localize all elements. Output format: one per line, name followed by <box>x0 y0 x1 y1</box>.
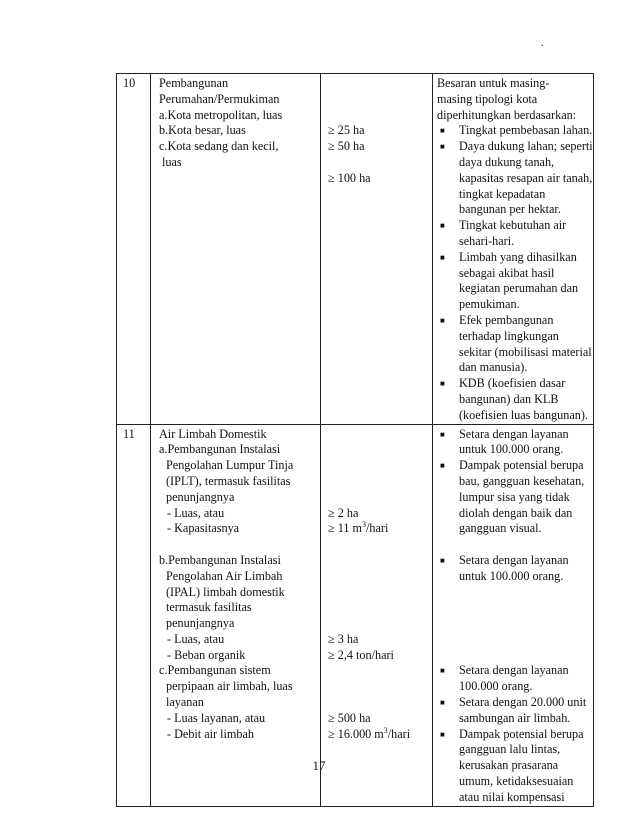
bullet-line: ■ Daya dukung lahan; seperti <box>459 139 593 154</box>
bullet-line: sambungan air limbah. <box>459 710 571 725</box>
bullet-line: untuk 100.000 orang. <box>459 568 564 583</box>
bullet-line: ■ Limbah yang dihasilkan <box>459 249 577 264</box>
list-item <box>437 663 593 695</box>
bullet-line: umum, ketidaksesuaian <box>459 774 574 789</box>
scale-value: ≥ 3 ha <box>328 631 359 646</box>
list-item <box>437 458 593 537</box>
list-item <box>437 376 593 423</box>
desc-line: - Beban organik <box>167 647 246 662</box>
bullet-line: ■ Dampak potensial berupa <box>459 726 584 741</box>
scale-values <box>321 424 433 806</box>
bullet-line: sekitar (mobilisasi material <box>459 344 592 359</box>
desc-line: a.Pembangunan Instalasi <box>159 442 281 457</box>
scale-value <box>328 521 430 537</box>
note-line: masing tipologi kota <box>437 91 538 106</box>
header-mark: . <box>541 38 544 49</box>
bullet-line: daya dukung tanah, <box>459 154 555 169</box>
note-line: Besaran untuk masing- <box>437 76 550 90</box>
desc-line: - Luas, atau <box>167 505 225 520</box>
bullet-line: gangguan lalu lintas, <box>459 742 561 757</box>
desc-line: c.Pembangunan sistem <box>159 663 271 678</box>
bullet-line: ■ Setara dengan layanan <box>459 552 569 567</box>
bullet-line: ■ Setara dengan layanan <box>459 426 569 441</box>
desc-line: penunjangnya <box>166 489 235 504</box>
desc-line: Pembangunan <box>159 76 229 90</box>
desc-line: perpipaan air limbah, luas <box>166 679 293 694</box>
rationale <box>433 74 594 425</box>
desc-line: - Luas, atau <box>167 631 225 646</box>
scale-value <box>328 727 430 743</box>
scale-values <box>321 74 433 425</box>
bullet-line: atau nilai kompensasi <box>459 789 565 804</box>
bullet-line: tingkat kepadatan <box>459 186 546 201</box>
desc-line: - Kapasitasnya <box>167 521 240 536</box>
desc-line: - Debit air limbah <box>167 726 254 741</box>
list-item <box>437 139 593 218</box>
regulation-table <box>116 73 594 807</box>
desc-line: Pengolahan Lumpur Tinja <box>166 458 294 473</box>
bullet-line: kegiatan perumahan dan <box>459 281 579 296</box>
bullet-line: diolah dengan baik dan <box>459 505 573 520</box>
scale-value: ≥ 50 ha <box>328 139 365 154</box>
scale-value-unit: /hari <box>366 521 389 536</box>
bullet-line: ■ Dampak potensial berupa <box>459 458 584 473</box>
desc-line: penunjangnya <box>166 616 235 631</box>
bullet-list <box>437 427 593 538</box>
activity-description <box>151 424 321 806</box>
bullet-list <box>437 663 593 805</box>
note-line: diperhitungkan berdasarkan: <box>437 107 577 122</box>
list-item <box>437 123 593 139</box>
desc-line: b.Kota besar, luas <box>159 123 246 138</box>
unit-superscript: 3 <box>362 520 366 530</box>
bullet-line: ■ Setara dengan 20.000 unit <box>459 695 587 710</box>
scale-value: ≥ 500 ha <box>328 710 371 725</box>
desc-line: a.Kota metropolitan, luas <box>159 107 283 122</box>
desc-line: (IPAL) limbah domestik <box>166 584 285 599</box>
desc-title: Air Limbah Domestik <box>159 426 267 441</box>
bullet-line: kerusakan prasarana <box>459 758 559 773</box>
scale-value: ≥ 100 ha <box>328 170 371 185</box>
desc-line: termasuk fasilitas <box>166 600 252 615</box>
desc-line: b.Pembangunan Instalasi <box>159 552 281 567</box>
scale-value-unit: /hari <box>387 726 411 741</box>
scale-value: ≥ 2,4 ton/hari <box>328 647 394 662</box>
desc-line: (IPLT), termasuk fasilitas <box>166 473 291 488</box>
bullet-line: sebagai akibat hasil <box>459 265 555 280</box>
rationale <box>433 424 594 806</box>
bullet-line: bangunan) dan KLB <box>459 391 559 406</box>
bullet-line: (koefisien luas bangunan). <box>459 407 588 422</box>
desc-line: Pengolahan Air Limbah <box>166 568 283 583</box>
desc-line: c.Kota sedang dan kecil, <box>159 139 279 154</box>
table-row <box>117 424 594 806</box>
bullet-line: gangguan visual. <box>459 521 542 536</box>
bullet-list <box>437 123 593 423</box>
list-item <box>437 553 593 585</box>
bullet-line: ■ Tingkat pembebasan lahan. <box>459 123 593 138</box>
table-row <box>117 74 594 425</box>
desc-line: layanan <box>166 695 204 710</box>
bullet-line: pemukiman. <box>459 297 520 312</box>
desc-line: Perumahan/Permukiman <box>159 91 280 106</box>
list-item <box>437 695 593 727</box>
scale-value: ≥ 2 ha <box>328 505 359 520</box>
bullet-line: bangunan per hektar. <box>459 202 561 217</box>
desc-line: luas <box>159 154 182 169</box>
list-item <box>437 218 593 250</box>
bullet-line: 100.000 orang. <box>459 679 533 694</box>
bullet-line: ■ Setara dengan layanan <box>459 663 569 678</box>
bullet-line: ■ Tingkat kebutuhan air <box>459 218 567 233</box>
list-item <box>437 313 593 376</box>
bullet-list <box>437 553 593 585</box>
row-number: 11 <box>117 424 151 806</box>
bullet-line: dan manusia). <box>459 360 528 375</box>
bullet-line: ■ KDB (koefisien dasar <box>459 376 566 391</box>
list-item <box>437 427 593 459</box>
scale-value-main: ≥ 16.000 m <box>328 726 384 741</box>
row-number: 10 <box>117 74 151 425</box>
unit-superscript: 3 <box>383 725 388 735</box>
bullet-line: ■ Efek pembangunan <box>459 312 554 327</box>
bullet-line: bau, gangguan kesehatan, <box>459 473 585 488</box>
scale-value: ≥ 25 ha <box>328 123 365 138</box>
activity-description <box>151 74 321 425</box>
scale-value-main: ≥ 11 m <box>328 521 362 536</box>
bullet-line: untuk 100.000 orang. <box>459 442 564 457</box>
bullet-line: terhadap lingkungan <box>459 328 559 343</box>
bullet-line: kapasitas resapan air tanah, <box>459 170 593 185</box>
list-item <box>437 250 593 313</box>
desc-line: - Luas layanan, atau <box>167 710 266 725</box>
page-number: 17 <box>312 758 326 773</box>
bullet-line: sehari-hari. <box>459 233 515 248</box>
bullet-line: lumpur sisa yang tidak <box>459 489 570 504</box>
